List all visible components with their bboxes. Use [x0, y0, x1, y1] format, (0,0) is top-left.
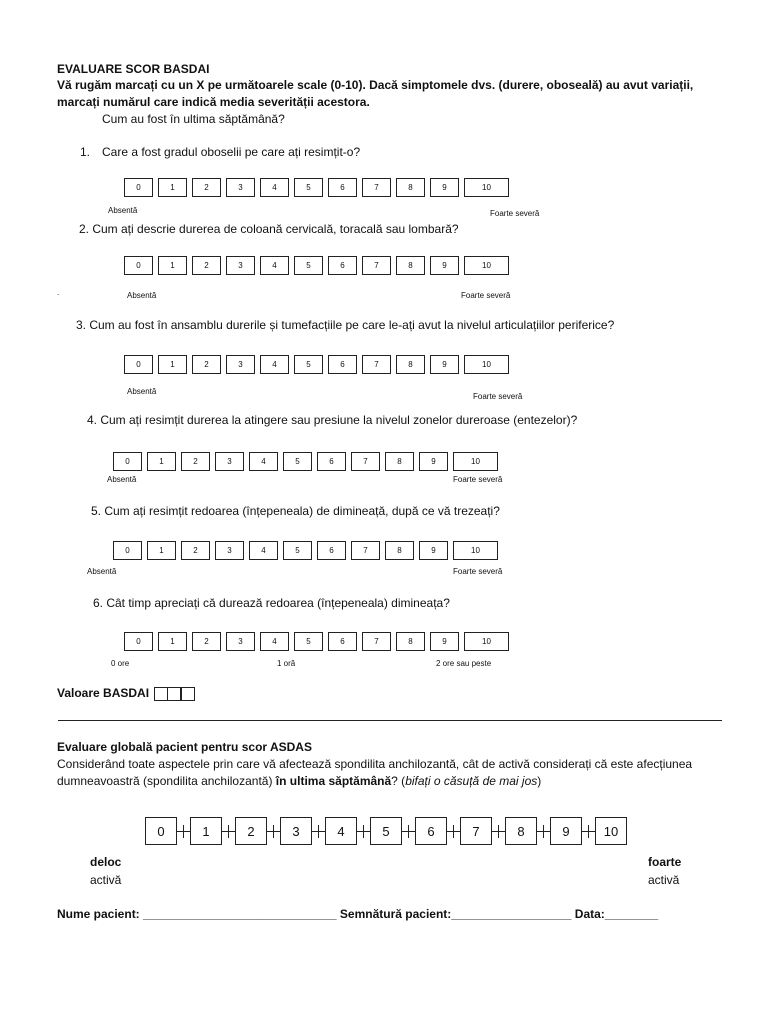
scale-option-1[interactable]: 1	[147, 541, 176, 560]
scale-option-3[interactable]: 3	[226, 355, 255, 374]
scale-connector	[537, 831, 550, 832]
scale-option-9[interactable]: 9	[430, 355, 459, 374]
scale-option-7[interactable]: 7	[351, 541, 380, 560]
question-4-text: 4. Cum ați resimțit durerea la atingere sau presiune la nivelul zonelor dureroase (entezelor)?	[87, 413, 578, 427]
question-5-scale	[113, 541, 498, 560]
scale-option-9[interactable]: 9	[430, 256, 459, 275]
scale-option-9[interactable]: 9	[430, 632, 459, 651]
scale-option-5[interactable]: 5	[283, 452, 312, 471]
asdas-low-label-1: deloc	[90, 855, 122, 869]
scale-option-7[interactable]: 7	[362, 632, 391, 651]
scale-option-3[interactable]: 3	[226, 632, 255, 651]
scale-option-1[interactable]: 1	[158, 256, 187, 275]
question-3-text: 3. Cum au fost în ansamblu durerile și tumefacțiile pe care le-ați avut la nivelul articulațiilor periferice?	[76, 318, 615, 332]
scale-option-6[interactable]: 6	[328, 355, 357, 374]
question-2-high-label: Foarte severă	[461, 291, 511, 300]
scale-option-0[interactable]: 0	[113, 541, 142, 560]
form-title: EVALUARE SCOR BASDAI	[57, 62, 210, 76]
question-2-scale	[124, 256, 509, 275]
asdas-option-9[interactable]: 9	[550, 817, 582, 845]
question-6-low-label: 0 ore	[111, 659, 130, 668]
question-5-low-label: Absentă	[87, 567, 117, 576]
asdas-option-1[interactable]: 1	[190, 817, 222, 845]
scale-option-8[interactable]: 8	[396, 355, 425, 374]
scale-option-8[interactable]: 8	[396, 178, 425, 197]
basdai-value-label: Valoare BASDAI	[57, 686, 150, 700]
scale-option-10[interactable]: 10	[453, 541, 498, 560]
patient-name-label: Nume pacient:	[57, 907, 140, 921]
question-6-text: 6. Cât timp apreciați că durează redoarea (înțepeneala) dimineața?	[93, 596, 450, 610]
scale-connector	[357, 831, 370, 832]
scale-connector	[177, 831, 190, 832]
scale-option-6[interactable]: 6	[328, 178, 357, 197]
scale-option-7[interactable]: 7	[362, 355, 391, 374]
asdas-option-8[interactable]: 8	[505, 817, 537, 845]
scale-option-1[interactable]: 1	[158, 632, 187, 651]
scale-connector	[222, 831, 235, 832]
question-6-scale	[124, 632, 509, 651]
footer-line	[57, 907, 658, 921]
scale-option-4[interactable]: 4	[260, 178, 289, 197]
scale-option-1[interactable]: 1	[158, 355, 187, 374]
scale-option-6[interactable]: 6	[328, 632, 357, 651]
scale-option-0[interactable]: 0	[124, 256, 153, 275]
scale-option-10[interactable]: 10	[464, 632, 509, 651]
asdas-line-2-c: ? (	[391, 774, 406, 788]
patient-signature-field[interactable]: __________________	[451, 907, 572, 921]
scale-option-5[interactable]: 5	[294, 355, 323, 374]
asdas-option-4[interactable]: 4	[325, 817, 357, 845]
scale-option-4[interactable]: 4	[249, 452, 278, 471]
intro-line-1: Vă rugăm marcați cu un X pe următoarele scale (0-10). Dacă simptomele dvs. (durere, oboseală) au avut variații,	[57, 78, 694, 92]
asdas-line-1: Considerând toate aspectele prin care vă afectează spondilita anchilozantă, cât de activă considerați că este afecțiunea	[57, 757, 693, 771]
scale-option-2[interactable]: 2	[181, 452, 210, 471]
scale-option-4[interactable]: 4	[260, 355, 289, 374]
question-6-high-label: 2 ore sau peste	[436, 659, 492, 668]
date-label: Data:	[574, 907, 605, 921]
intro-subtitle: Cum au fost în ultima săptămână?	[102, 112, 285, 126]
asdas-option-5[interactable]: 5	[370, 817, 402, 845]
question-5-high-label: Foarte severă	[453, 567, 503, 576]
scale-option-2[interactable]: 2	[192, 632, 221, 651]
scale-option-3[interactable]: 3	[226, 178, 255, 197]
question-4-high-label: Foarte severă	[453, 475, 503, 484]
asdas-option-0[interactable]: 0	[145, 817, 177, 845]
scale-option-3[interactable]: 3	[215, 541, 244, 560]
asdas-option-3[interactable]: 3	[280, 817, 312, 845]
scale-option-0[interactable]: 0	[124, 632, 153, 651]
scale-option-0[interactable]: 0	[124, 355, 153, 374]
scale-option-5[interactable]: 5	[294, 256, 323, 275]
scale-option-4[interactable]: 4	[260, 256, 289, 275]
scale-option-0[interactable]: 0	[113, 452, 142, 471]
basdai-digit-box-2[interactable]	[167, 687, 181, 701]
scale-option-8[interactable]: 8	[396, 256, 425, 275]
question-1-low-label: Absentă	[108, 206, 138, 215]
asdas-option-7[interactable]: 7	[460, 817, 492, 845]
question-4-scale	[113, 452, 498, 471]
scale-option-6[interactable]: 6	[328, 256, 357, 275]
date-field[interactable]: ________	[604, 907, 659, 921]
asdas-high-label-2: activă	[648, 873, 680, 887]
scale-option-5[interactable]: 5	[294, 178, 323, 197]
asdas-line-2	[57, 774, 541, 788]
asdas-title: Evaluare globală pacient pentru scor ASDAS	[57, 740, 312, 754]
asdas-line-2-a: dumneavoastră (spondilita anchilozantă)	[57, 774, 276, 788]
scale-option-7[interactable]: 7	[362, 256, 391, 275]
question-4-low-label: Absentă	[107, 475, 137, 484]
question-1-text: Care a fost gradul oboselii pe care ați resimțit-o?	[102, 145, 361, 159]
scale-option-9[interactable]: 9	[430, 178, 459, 197]
scale-option-8[interactable]: 8	[396, 632, 425, 651]
scale-option-10[interactable]: 10	[453, 452, 498, 471]
asdas-option-2[interactable]: 2	[235, 817, 267, 845]
scale-option-2[interactable]: 2	[192, 355, 221, 374]
scale-option-9[interactable]: 9	[419, 452, 448, 471]
scale-connector	[402, 831, 415, 832]
scale-option-2[interactable]: 2	[192, 256, 221, 275]
scale-option-5[interactable]: 5	[283, 541, 312, 560]
section-divider	[58, 720, 722, 721]
scale-connector	[267, 831, 280, 832]
scale-option-3[interactable]: 3	[215, 452, 244, 471]
asdas-low-label-2: activă	[90, 873, 122, 887]
scale-option-2[interactable]: 2	[192, 178, 221, 197]
scale-connector	[447, 831, 460, 832]
asdas-line-2-emphasis: în ultima săptămână	[275, 774, 392, 788]
scale-connector	[492, 831, 505, 832]
question-3-scale	[124, 355, 509, 374]
basdai-digit-box-3[interactable]	[181, 687, 195, 701]
scale-option-6[interactable]: 6	[317, 452, 346, 471]
asdas-scale	[145, 817, 627, 845]
question-2-low-label: Absentă	[127, 291, 157, 300]
scale-option-10[interactable]: 10	[464, 256, 509, 275]
scale-option-1[interactable]: 1	[158, 178, 187, 197]
scale-connector	[312, 831, 325, 832]
scale-option-4[interactable]: 4	[249, 541, 278, 560]
scale-option-7[interactable]: 7	[351, 452, 380, 471]
patient-signature-label: Semnătură pacient:	[339, 907, 452, 921]
scale-option-10[interactable]: 10	[464, 355, 509, 374]
asdas-line-2-instruction: bifați o căsuță de mai jos	[405, 774, 538, 788]
question-3-low-label: Absentă	[127, 387, 157, 396]
patient-name-field[interactable]: _____________________________	[143, 907, 337, 921]
asdas-option-10[interactable]: 10	[595, 817, 627, 845]
basdai-digit-box-1[interactable]	[154, 687, 168, 701]
question-1-scale	[124, 178, 509, 197]
scale-option-9[interactable]: 9	[419, 541, 448, 560]
scale-connector	[582, 831, 595, 832]
scale-option-8[interactable]: 8	[385, 541, 414, 560]
stray-dot: .	[57, 288, 60, 297]
scale-option-8[interactable]: 8	[385, 452, 414, 471]
asdas-high-label-1: foarte	[648, 855, 682, 869]
question-2-text: 2. Cum ați descrie durerea de coloană cervicală, toracală sau lombară?	[79, 222, 459, 236]
scale-option-6[interactable]: 6	[317, 541, 346, 560]
scale-option-3[interactable]: 3	[226, 256, 255, 275]
scale-option-4[interactable]: 4	[260, 632, 289, 651]
question-3-high-label: Foarte severă	[473, 392, 523, 401]
scale-option-1[interactable]: 1	[147, 452, 176, 471]
asdas-option-6[interactable]: 6	[415, 817, 447, 845]
intro-line-2: marcați numărul care indică media severității acestora.	[57, 95, 370, 109]
scale-option-5[interactable]: 5	[294, 632, 323, 651]
question-1-high-label: Foarte severă	[490, 209, 540, 218]
scale-option-0[interactable]: 0	[124, 178, 153, 197]
question-6-mid-label: 1 oră	[277, 659, 296, 668]
scale-option-10[interactable]: 10	[464, 178, 509, 197]
scale-option-7[interactable]: 7	[362, 178, 391, 197]
question-1-number: 1.	[80, 145, 91, 159]
question-5-text: 5. Cum ați resimțit redoarea (înțepeneala) de dimineață, după ce vă trezeați?	[91, 504, 500, 518]
scale-option-2[interactable]: 2	[181, 541, 210, 560]
asdas-line-2-e: )	[537, 774, 542, 788]
